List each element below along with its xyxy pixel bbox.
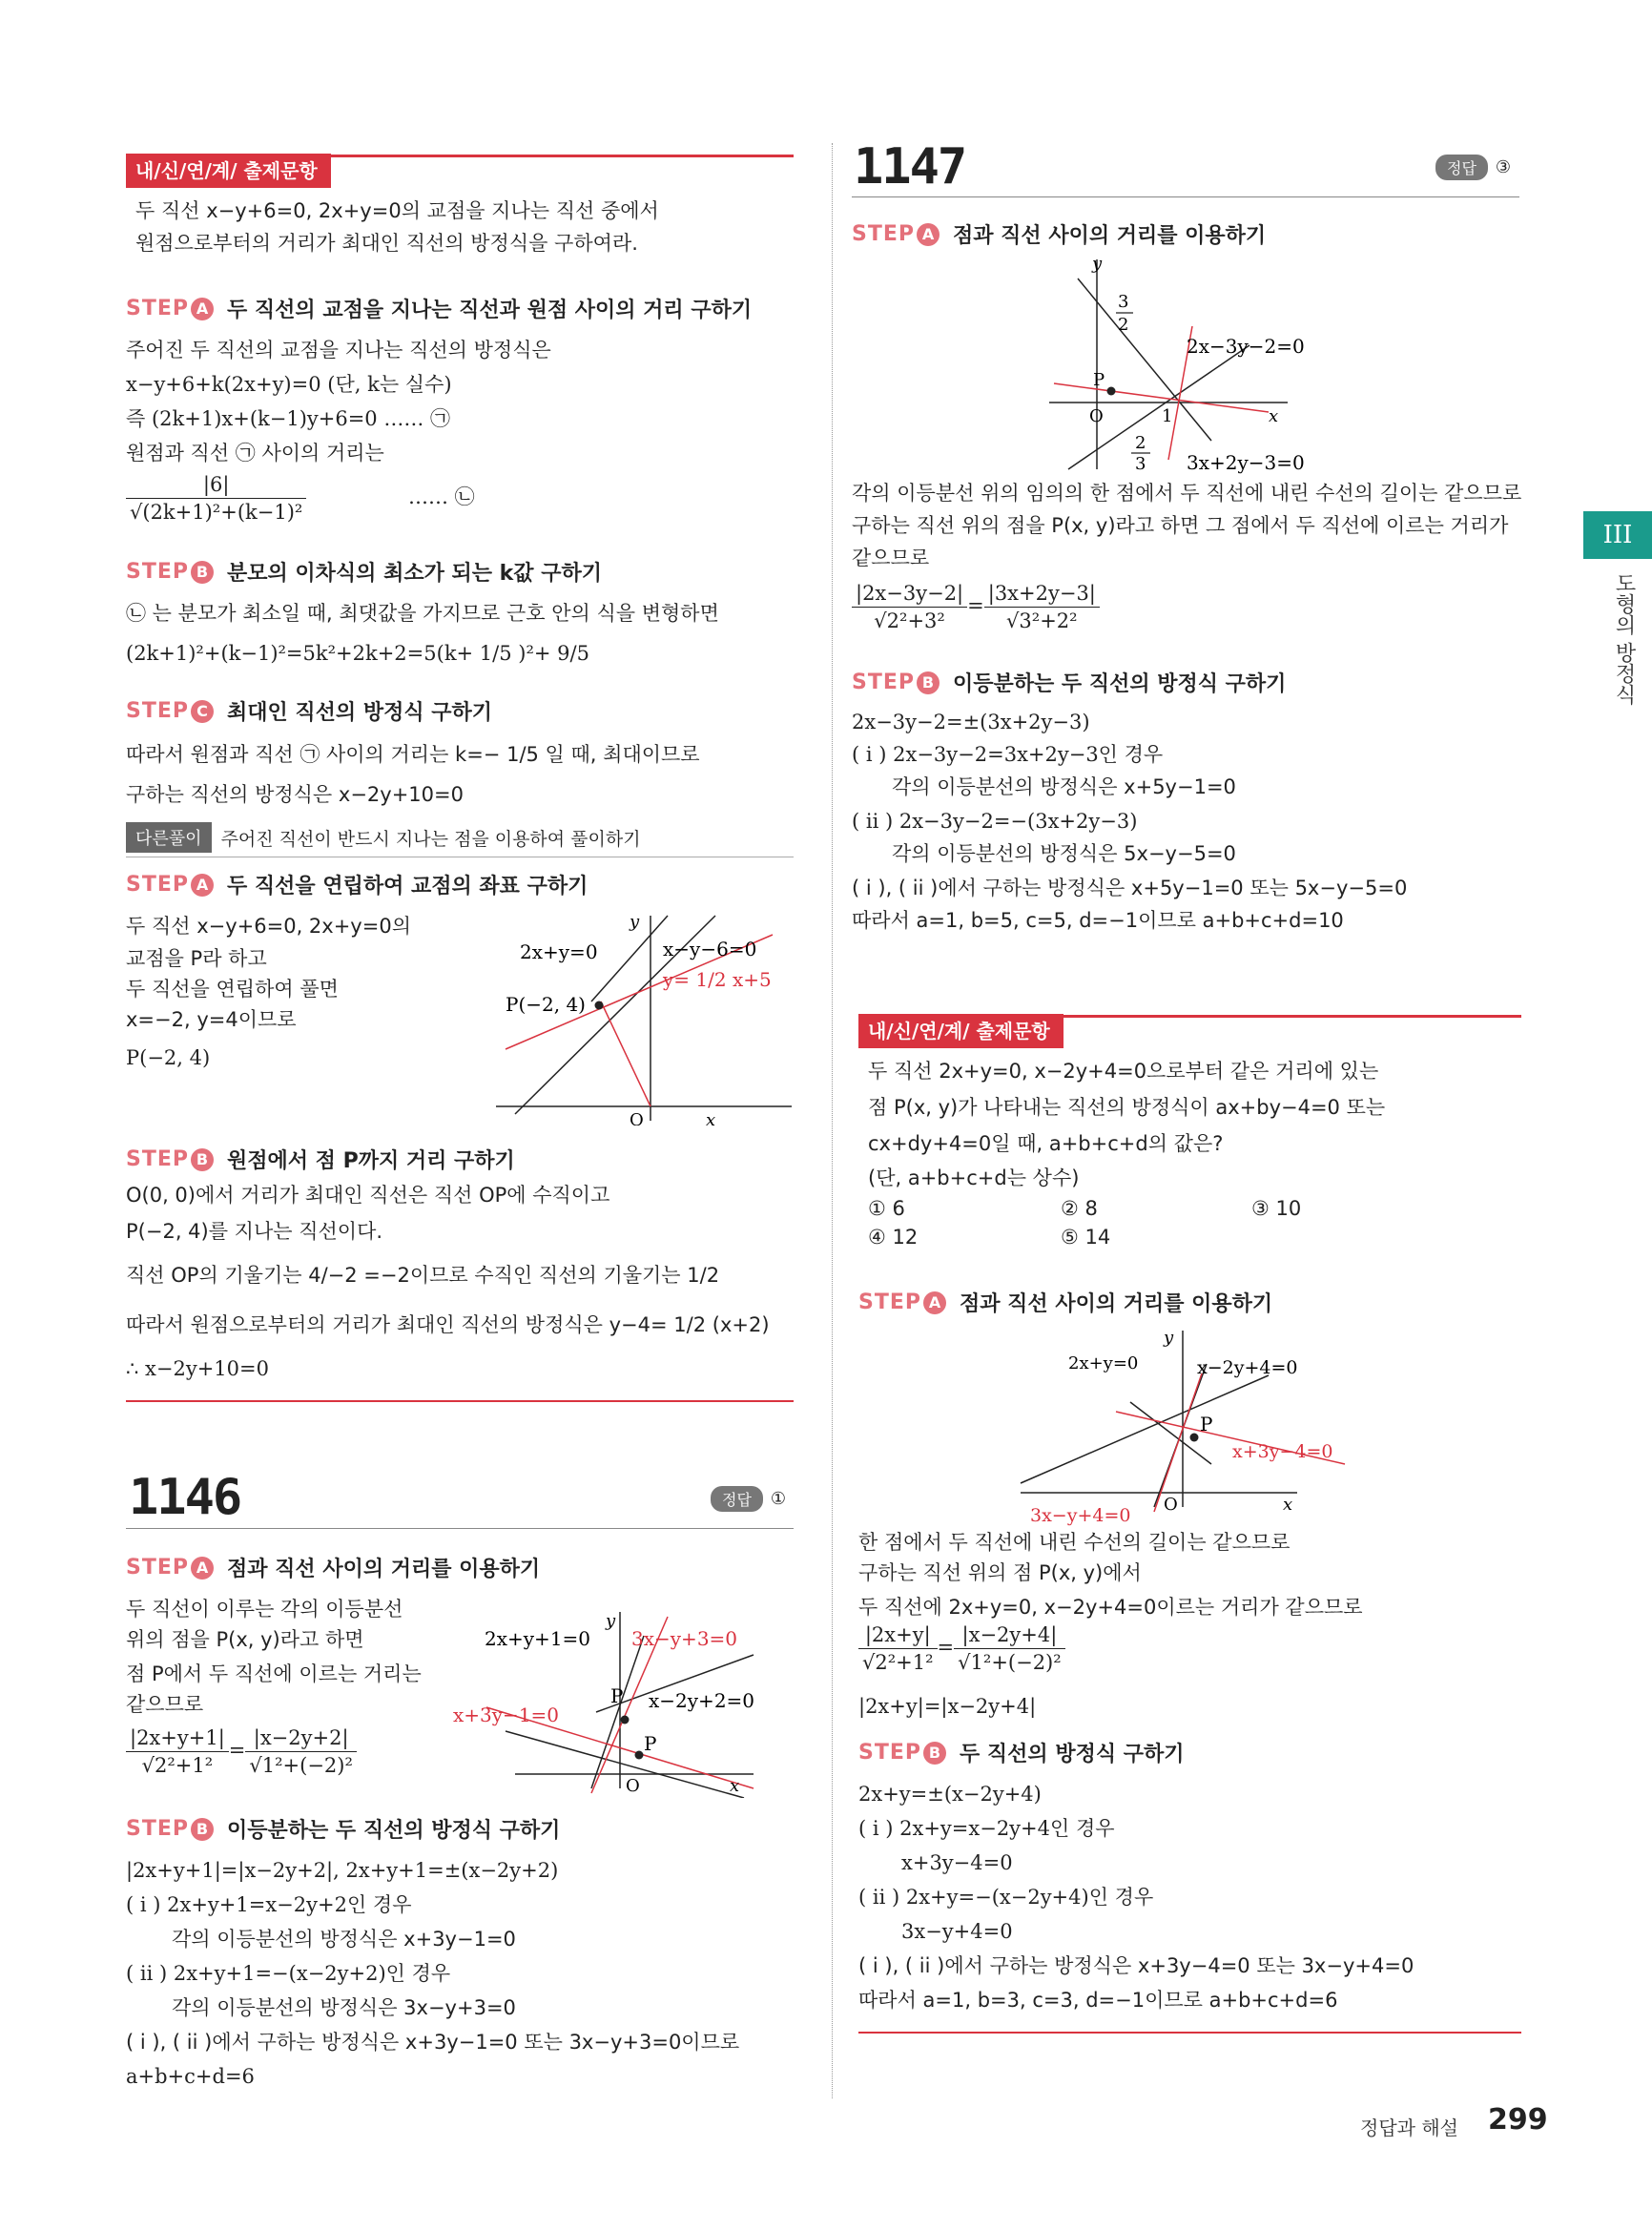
line-label: 3x+2y−3=0 — [1187, 451, 1305, 474]
step-heading: STEP B 분모의 이차식의 최소가 되는 k값 구하기 — [126, 560, 602, 586]
solution-line: 2x−3y−2=±(3x+2y−3) — [852, 711, 1090, 733]
solution-line: O(0, 0)에서 거리가 최대인 직선은 직선 OP에 수직이고 — [126, 1184, 610, 1207]
choice: ① 6 — [868, 1197, 905, 1220]
solution-line: (2k+1)²+(k−1)²=5k²+2k+2=5(k+ 1/5 )²+ 9/5 — [126, 642, 589, 665]
solution-line: 두 직선이 이루는 각의 이등분선 — [126, 1598, 403, 1621]
solution-line: 두 직선 x−y+6=0, 2x+y=0의 — [126, 915, 411, 938]
tick-label: 3 — [1118, 292, 1129, 312]
solution-line: 원점과 직선 ㉠ 사이의 거리는 — [126, 442, 384, 465]
step-heading: STEP A 점과 직선 사이의 거리를 이용하기 — [852, 222, 1267, 248]
solution-line: ∴ x−2y+10=0 — [126, 1357, 269, 1380]
solution-line: 3x−y+4=0 — [901, 1920, 1013, 1943]
solution-line: 한 점에서 두 직선에 내린 수선의 길이는 같으므로 — [858, 1531, 1291, 1554]
origin-label: O — [626, 1776, 640, 1796]
line-label: 2x+y+1=0 — [485, 1627, 591, 1650]
solution-line: ( i ) 2x−3y−2=3x+2y−3인 경우 — [852, 743, 1164, 766]
answer-badge: 정답 ③ — [1435, 155, 1511, 180]
distance-fraction: $\frac{|6|}{\text{√(2k+1)²+(k−1)²}}$ …… ㉡ — [126, 471, 475, 526]
tick-label: 1 — [1162, 406, 1173, 426]
origin-label: O — [1089, 406, 1104, 426]
point-label: P — [644, 1732, 657, 1755]
solution-line: 따라서 a=1, b=3, c=3, d=−1이므로 a+b+c+d=6 — [858, 1989, 1338, 2012]
solution-line: ㉡ 는 분모가 최소일 때, 최댓값을 가지므로 근호 안의 식을 변형하면 — [126, 602, 719, 625]
page-number: 299 — [1488, 2103, 1548, 2137]
solution-line: 구하는 직선 위의 점 P(x, y)에서 — [858, 1561, 1142, 1584]
solution-line: 즉 (2k+1)x+(k−1)y+6=0 …… ㉠ — [126, 407, 451, 430]
choice: ② 8 — [1061, 1197, 1098, 1220]
solution-line: 따라서 원점으로부터의 거리가 최대인 직선의 방정식은 y−4= 1/2 (x+2) — [126, 1313, 770, 1336]
naesin-tag: 내/신/연/계/ 출제문항 — [126, 154, 331, 188]
line-label: 2x+y=0 — [520, 940, 598, 963]
problem-line: 두 직선 2x+y=0, x−2y+4=0으로부터 같은 거리에 있는 — [868, 1060, 1379, 1083]
line-label: x−2y+4=0 — [1197, 1357, 1298, 1378]
solution-line: 점 P에서 두 직선에 이르는 거리는 — [126, 1662, 422, 1685]
step-heading: STEP A 두 직선을 연립하여 교점의 좌표 구하기 — [126, 873, 589, 898]
step-heading: STEP B 두 직선의 방정식 구하기 — [858, 1741, 1185, 1766]
solution-line: x−y+6+k(2x+y)=0 (단, k는 실수) — [126, 373, 452, 396]
solution-line: 두 직선에 2x+y=0, x−2y+4=0이르는 거리가 같으므로 — [858, 1596, 1363, 1619]
problem-line: cx+dy+4=0일 때, a+b+c+d의 값은? — [868, 1132, 1224, 1155]
chapter-tab: III — [1583, 511, 1652, 559]
tick-label: 2 — [1118, 315, 1129, 335]
solution-line: 같으므로 — [126, 1693, 204, 1716]
step-heading: STEP A 점과 직선 사이의 거리를 이용하기 — [126, 1556, 541, 1581]
divider — [852, 196, 1519, 197]
distance-equation: $\frac{|2x+y+1|}{\text{√2²+1²}}$ = $\frac{|x-2y+2|}{\text{√1²+(−2)²}}$ — [126, 1724, 357, 1779]
figure-graph-1147 — [1040, 250, 1364, 479]
line-label: 2x+y=0 — [1068, 1353, 1139, 1373]
choice: ③ 10 — [1251, 1197, 1302, 1220]
solution-line: 주어진 두 직선의 교점을 지나는 직선의 방정식은 — [126, 339, 551, 361]
solution-line: 두 직선을 연립하여 풀면 — [126, 978, 339, 1001]
solution-line: ( ii ) 2x+y+1=−(x−2y+2)인 경우 — [126, 1962, 451, 1985]
origin-label: O — [1164, 1495, 1178, 1515]
choice: ⑤ 14 — [1061, 1226, 1111, 1249]
step-heading: STEP A 두 직선의 교점을 지나는 직선과 원점 사이의 거리 구하기 — [126, 297, 753, 322]
line-label: x−2y+2=0 — [649, 1689, 755, 1712]
axis-label: x — [730, 1776, 740, 1796]
solution-line: 직선 OP의 기울기는 4/−2 =−2이므로 수직인 직선의 기울기는 1/2 — [126, 1264, 720, 1287]
problem-line: 두 직선 x−y+6=0, 2x+y=0의 교점을 지나는 직선 중에서 — [135, 199, 659, 222]
point-label: P — [1200, 1413, 1213, 1435]
line-label: y= 1/2 x+5 — [663, 968, 772, 991]
axis-label: y — [606, 1611, 616, 1631]
point-label: P — [610, 1684, 624, 1707]
solution-line: |2x+y|=|x−2y+4| — [858, 1695, 1037, 1718]
point-label: P(−2, 4) — [506, 993, 586, 1016]
axis-label: x — [1283, 1495, 1293, 1515]
alt-solution-bar — [126, 822, 641, 853]
problem-number: 1146 — [129, 1469, 241, 1526]
solution-line: ( ii ) 2x+y=−(x−2y+4)인 경우 — [858, 1886, 1154, 1909]
alt-tag: 다른풀이 — [126, 822, 212, 853]
solution-line: ( i ) 2x+y=x−2y+4인 경우 — [858, 1817, 1115, 1840]
step-heading: STEP B 이등분하는 두 직선의 방정식 구하기 — [852, 671, 1287, 696]
naesin-header — [126, 153, 331, 189]
solution-line: 각의 이등분선의 방정식은 x+3y−1=0 — [172, 1928, 516, 1951]
solution-line: x+3y−4=0 — [901, 1851, 1013, 1874]
line-label: 3x−y+4=0 — [1030, 1505, 1131, 1526]
solution-line: 따라서 a=1, b=5, c=5, d=−1이므로 a+b+c+d=10 — [852, 909, 1344, 932]
solution-line: P(−2, 4)를 지나는 직선이다. — [126, 1220, 383, 1243]
line-label: x+3y−1=0 — [453, 1703, 560, 1726]
solution-line: ( i ), ( ii )에서 구하는 방정식은 x+3y−4=0 또는 3x−y+4=0 — [858, 1954, 1415, 1977]
solution-line: 구하는 직선의 방정식은 x−2y+10=0 — [126, 783, 464, 806]
solution-line: 위의 점을 P(x, y)라고 하면 — [126, 1628, 364, 1651]
axis-label: y — [630, 912, 640, 932]
figure-graph-1146 — [448, 1598, 782, 1798]
section-rule — [126, 155, 794, 157]
step-heading: STEP A 점과 직선 사이의 거리를 이용하기 — [858, 1291, 1273, 1316]
problem-line: 점 P(x, y)가 나타내는 직선의 방정식이 ax+by−4=0 또는 — [868, 1096, 1386, 1119]
distance-equation: $\frac{|2x-3y-2|}{\text{√2²+3²}}$ = $\frac{|3x+2y-3|}{\text{√3²+2²}}$ — [852, 580, 1100, 634]
step-heading: STEP C 최대인 직선의 방정식 구하기 — [126, 699, 493, 725]
solution-line: 따라서 원점과 직선 ㉠ 사이의 거리는 k=− 1/5 일 때, 최대이므로 — [126, 743, 700, 766]
naesin-tag: 내/신/연/계/ 출제문항 — [858, 1014, 1063, 1048]
line-label: 2x−3y−2=0 — [1187, 335, 1305, 358]
step-heading: STEP B 원점에서 점 P까지 거리 구하기 — [126, 1147, 515, 1173]
line-label: 3x−y+3=0 — [631, 1627, 738, 1650]
figure-graph-1 — [486, 906, 801, 1125]
solution-line: a+b+c+d=6 — [126, 2065, 255, 2088]
section-rule — [858, 2032, 1521, 2034]
solution-line: ( i ), ( ii )에서 구하는 방정식은 x+5y−1=0 또는 5x−y−5=0 — [852, 877, 1408, 899]
choice: ④ 12 — [868, 1226, 919, 1249]
footer-label: 정답과 해설 — [1360, 2116, 1458, 2139]
axis-label: x — [1269, 406, 1279, 426]
figure-graph-right — [1011, 1316, 1373, 1526]
alt-text: 주어진 직선이 반드시 지나는 점을 이용하여 풀이하기 — [220, 828, 641, 850]
naesin-header — [858, 1013, 1063, 1049]
distance-equation: $\frac{|2x+y|}{\text{√2²+1²}}$ = $\frac{|x-2y+4|}{\text{√1²+(−2)²}}$ — [858, 1621, 1065, 1676]
solution-line: 각의 이등분선의 방정식은 5x−y−5=0 — [892, 842, 1236, 865]
solution-line: ( i ) 2x+y+1=x−2y+2인 경우 — [126, 1893, 412, 1916]
step-heading: STEP B 이등분하는 두 직선의 방정식 구하기 — [126, 1817, 561, 1843]
solution-line: 같으므로 — [852, 547, 930, 569]
solution-line: ( ii ) 2x−3y−2=−(3x+2y−3) — [852, 810, 1138, 833]
solution-line: 각의 이등분선 위의 임의의 한 점에서 두 직선에 내린 수선의 길이는 같으므로 — [852, 482, 1522, 505]
solution-line: 각의 이등분선의 방정식은 3x−y+3=0 — [172, 1996, 516, 2019]
solution-line: 각의 이등분선의 방정식은 x+5y−1=0 — [892, 775, 1236, 798]
axis-label: y — [1164, 1328, 1174, 1348]
problem-line: 원점으로부터의 거리가 최대인 직선의 방정식을 구하여라. — [135, 232, 638, 255]
problem-number: 1147 — [854, 138, 966, 196]
point-label: P — [1093, 370, 1105, 390]
solution-line: 구하는 직선 위의 점을 P(x, y)라고 하면 그 점에서 두 직선에 이르는 거리가 — [852, 514, 1509, 537]
solution-line: ( i ), ( ii )에서 구하는 방정식은 x+3y−1=0 또는 3x−y+3=0이므로 — [126, 2031, 740, 2054]
solution-line: x=−2, y=4이므로 — [126, 1008, 297, 1031]
axis-label: x — [706, 1110, 716, 1125]
solution-line: P(−2, 4) — [126, 1046, 211, 1069]
problem-line: (단, a+b+c+d는 상수) — [868, 1167, 1080, 1189]
answer-badge: 정답 ① — [711, 1486, 786, 1512]
section-rule — [858, 1015, 1521, 1018]
axis-label: y — [1092, 254, 1103, 274]
line-label: x+3y−4=0 — [1232, 1441, 1333, 1462]
line-label: x−y−6=0 — [663, 938, 757, 960]
chapter-title: 도형의 방정식 — [1612, 572, 1636, 705]
tick-label: 3 — [1135, 454, 1146, 474]
section-rule — [126, 1400, 794, 1402]
solution-line: |2x+y+1|=|x−2y+2|, 2x+y+1=±(x−2y+2) — [126, 1859, 559, 1882]
divider — [126, 1528, 794, 1529]
origin-label: O — [630, 1110, 644, 1125]
tick-label: 2 — [1135, 433, 1146, 453]
column-divider — [832, 143, 833, 2098]
solution-line: 2x+y=±(x−2y+4) — [858, 1783, 1042, 1806]
solution-line: 교점을 P라 하고 — [126, 947, 267, 970]
